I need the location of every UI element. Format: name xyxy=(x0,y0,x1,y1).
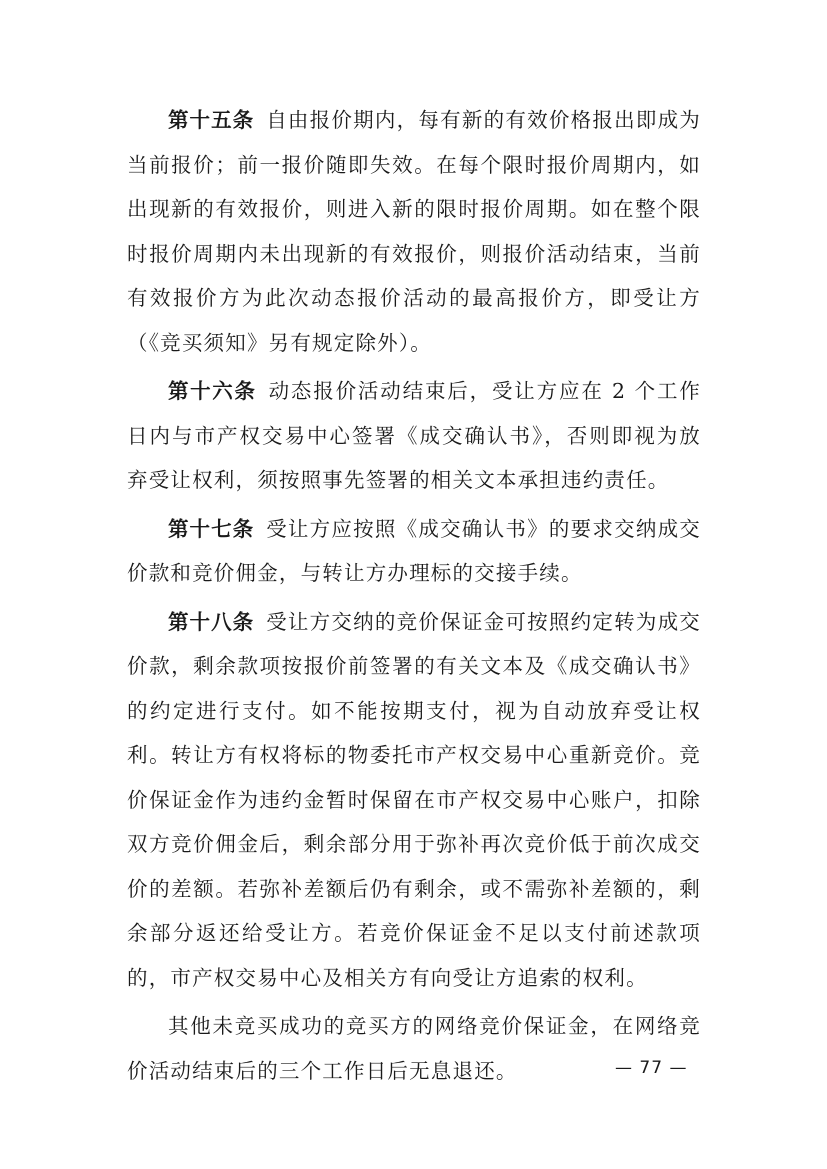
article-heading: 第十七条 xyxy=(168,516,255,541)
article-heading: 第十六条 xyxy=(168,379,257,403)
document-page xyxy=(127,98,701,1093)
article-text: 受让方交纳的竞价保证金可按照约定转为成交价款，剩余款项按报价前签署的有关文本及《成交确认书》的约定进行支付。如不能按期支付，视为自动放弃受让权利。转让方有权将标的物委托市产权交易中心重新竞价。竞价保证金作为违约金暂时保留在市产权交易中心账户，扣除双方竞价佣金后，剩余部分用于弥补再次竞价低于前次成交价的差额。若弥补差额后仍有剩余，或不需弥补差额的，剩余部分返还给受让方。若竞价保证金不足以支付前述款项的，市产权交易中心及相关方有向受让方追索的权利。 xyxy=(127,609,702,990)
article-15 xyxy=(127,98,701,365)
paragraph-text: 其他未竞买成功的竞买方的网络竞价保证金，在网络竞价活动结束后的三个工作日后无息退还。 xyxy=(127,1014,701,1083)
article-text: 自由报价期内，每有新的有效价格报出即成为当前报价；前一报价随即失效。在每个限时报价周期内，如出现新的有效报价，则进入新的限时报价周期。如在整个限时报价周期内未出现新的有效报价，则报价活动结束，当前有效报价方为此次动态报价活动的最高报价方，即受让方（《竞买须知》另有规定除外）。 xyxy=(127,108,702,355)
article-text: 动态报价活动结束后，受让方应在 2 个工作日内与市产权交易中心签署《成交确认书》，否则即视为放弃受让权利，须按照事先签署的相关文本承担违约责任。 xyxy=(127,379,701,492)
closing-paragraph xyxy=(127,1004,701,1093)
page-number: — 77 — xyxy=(615,1058,688,1078)
article-heading: 第十八条 xyxy=(168,609,255,634)
article-17 xyxy=(127,507,701,596)
article-text: 受让方应按照《成交确认书》的要求交纳成交价款和竞价佣金，与转让方办理标的交接手续。 xyxy=(127,516,702,585)
article-heading: 第十五条 xyxy=(168,108,255,132)
article-18 xyxy=(127,600,701,1001)
article-16 xyxy=(127,369,701,503)
